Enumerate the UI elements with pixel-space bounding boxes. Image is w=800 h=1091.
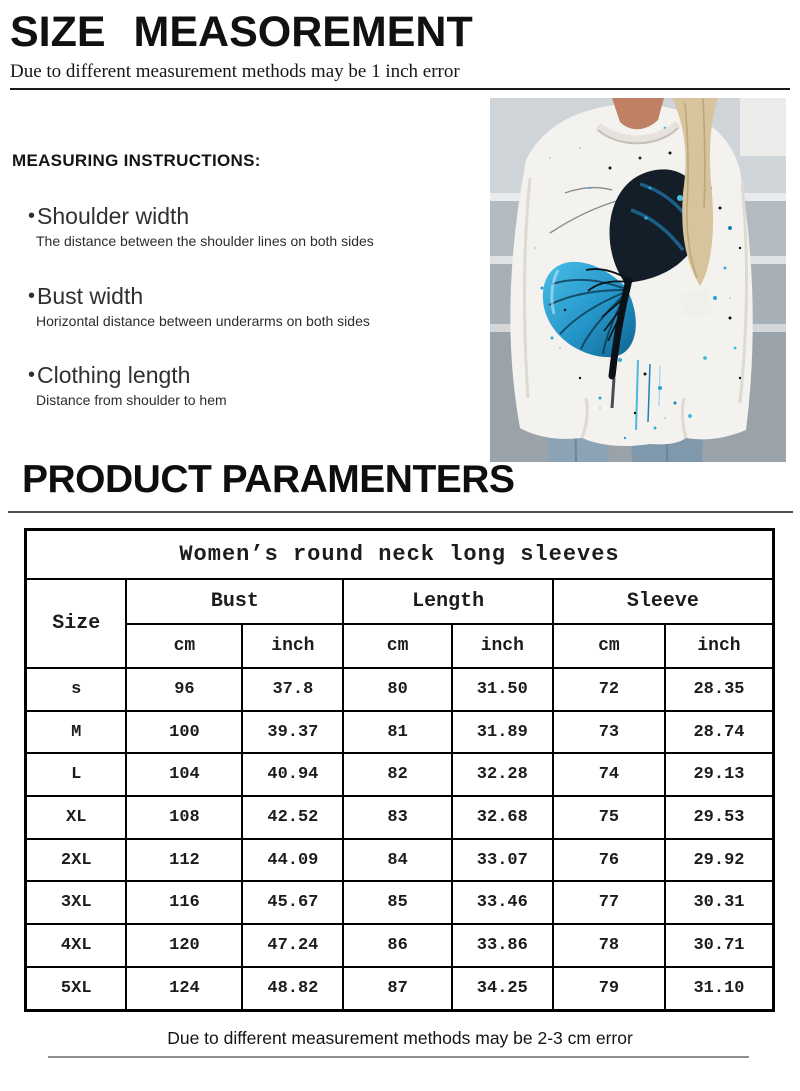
instruction-item-shoulder-width: [28, 203, 374, 249]
bullet-icon: •: [28, 285, 36, 307]
instruction-label: •Shoulder width: [28, 203, 190, 229]
instruction-label: •Bust width: [28, 283, 144, 309]
porch-post: [740, 98, 786, 156]
column-header-size: Size: [26, 579, 127, 668]
column-header-length: Length: [343, 579, 552, 624]
unit-header-inch: inch: [242, 624, 343, 668]
parameters-divider: [8, 511, 793, 513]
size-cell: s: [26, 668, 127, 711]
instruction-description: The distance between the shoulder lines on both sides: [36, 232, 374, 249]
table-row: XL 108 42.52 83 32.68 75 29.53: [26, 796, 774, 839]
table-row: M 100 39.37 81 31.89 73 28.74: [26, 711, 774, 754]
column-header-bust: Bust: [126, 579, 343, 624]
page-title: SIZE MEASOREMENT: [10, 8, 473, 56]
unit-header-inch: inch: [452, 624, 553, 668]
size-cell: 2XL: [26, 839, 127, 882]
size-table: [24, 528, 775, 1012]
table-row: 2XL 112 44.09 84 33.07 76 29.92: [26, 839, 774, 882]
size-cell: 3XL: [26, 881, 127, 924]
size-cell: 4XL: [26, 924, 127, 967]
size-cell: L: [26, 753, 127, 796]
size-table-title: Women’s round neck long sleeves: [26, 530, 774, 580]
table-row: 5XL 124 48.82 87 34.25 79 31.10: [26, 967, 774, 1011]
header-divider: [10, 88, 790, 90]
instruction-item-clothing-length: [28, 362, 227, 408]
instruction-description: Distance from shoulder to hem: [36, 391, 227, 408]
parameters-heading: PRODUCT PARAMENTERS: [22, 458, 515, 501]
instructions-heading: MEASURING INSTRUCTIONS:: [12, 151, 261, 170]
unit-header-cm: cm: [126, 624, 242, 668]
size-cell: M: [26, 711, 127, 754]
unit-header-inch: inch: [665, 624, 774, 668]
bullet-icon: •: [28, 205, 36, 227]
instruction-item-bust-width: [28, 283, 370, 329]
bullet-icon: •: [28, 364, 36, 386]
footer-divider: [48, 1056, 749, 1058]
unit-header-cm: cm: [343, 624, 451, 668]
instruction-description: Horizontal distance between underarms on both sides: [36, 312, 370, 329]
table-footnote: Due to different measurement methods may be 2-3 cm error: [167, 1028, 633, 1048]
table-row: L 104 40.94 82 32.28 74 29.13: [26, 753, 774, 796]
size-cell: 5XL: [26, 967, 127, 1011]
column-header-sleeve: Sleeve: [553, 579, 774, 624]
table-row: s 96 37.8 80 31.50 72 28.35: [26, 668, 774, 711]
table-row: 4XL 120 47.24 86 33.86 78 30.71: [26, 924, 774, 967]
table-row: 3XL 116 45.67 85 33.46 77 30.31: [26, 881, 774, 924]
instruction-label: •Clothing length: [28, 362, 191, 388]
page-subtitle: Due to different measurement methods may be 1 inch error: [10, 61, 460, 82]
unit-header-cm: cm: [553, 624, 665, 668]
product-photo: [490, 98, 786, 462]
size-cell: XL: [26, 796, 127, 839]
